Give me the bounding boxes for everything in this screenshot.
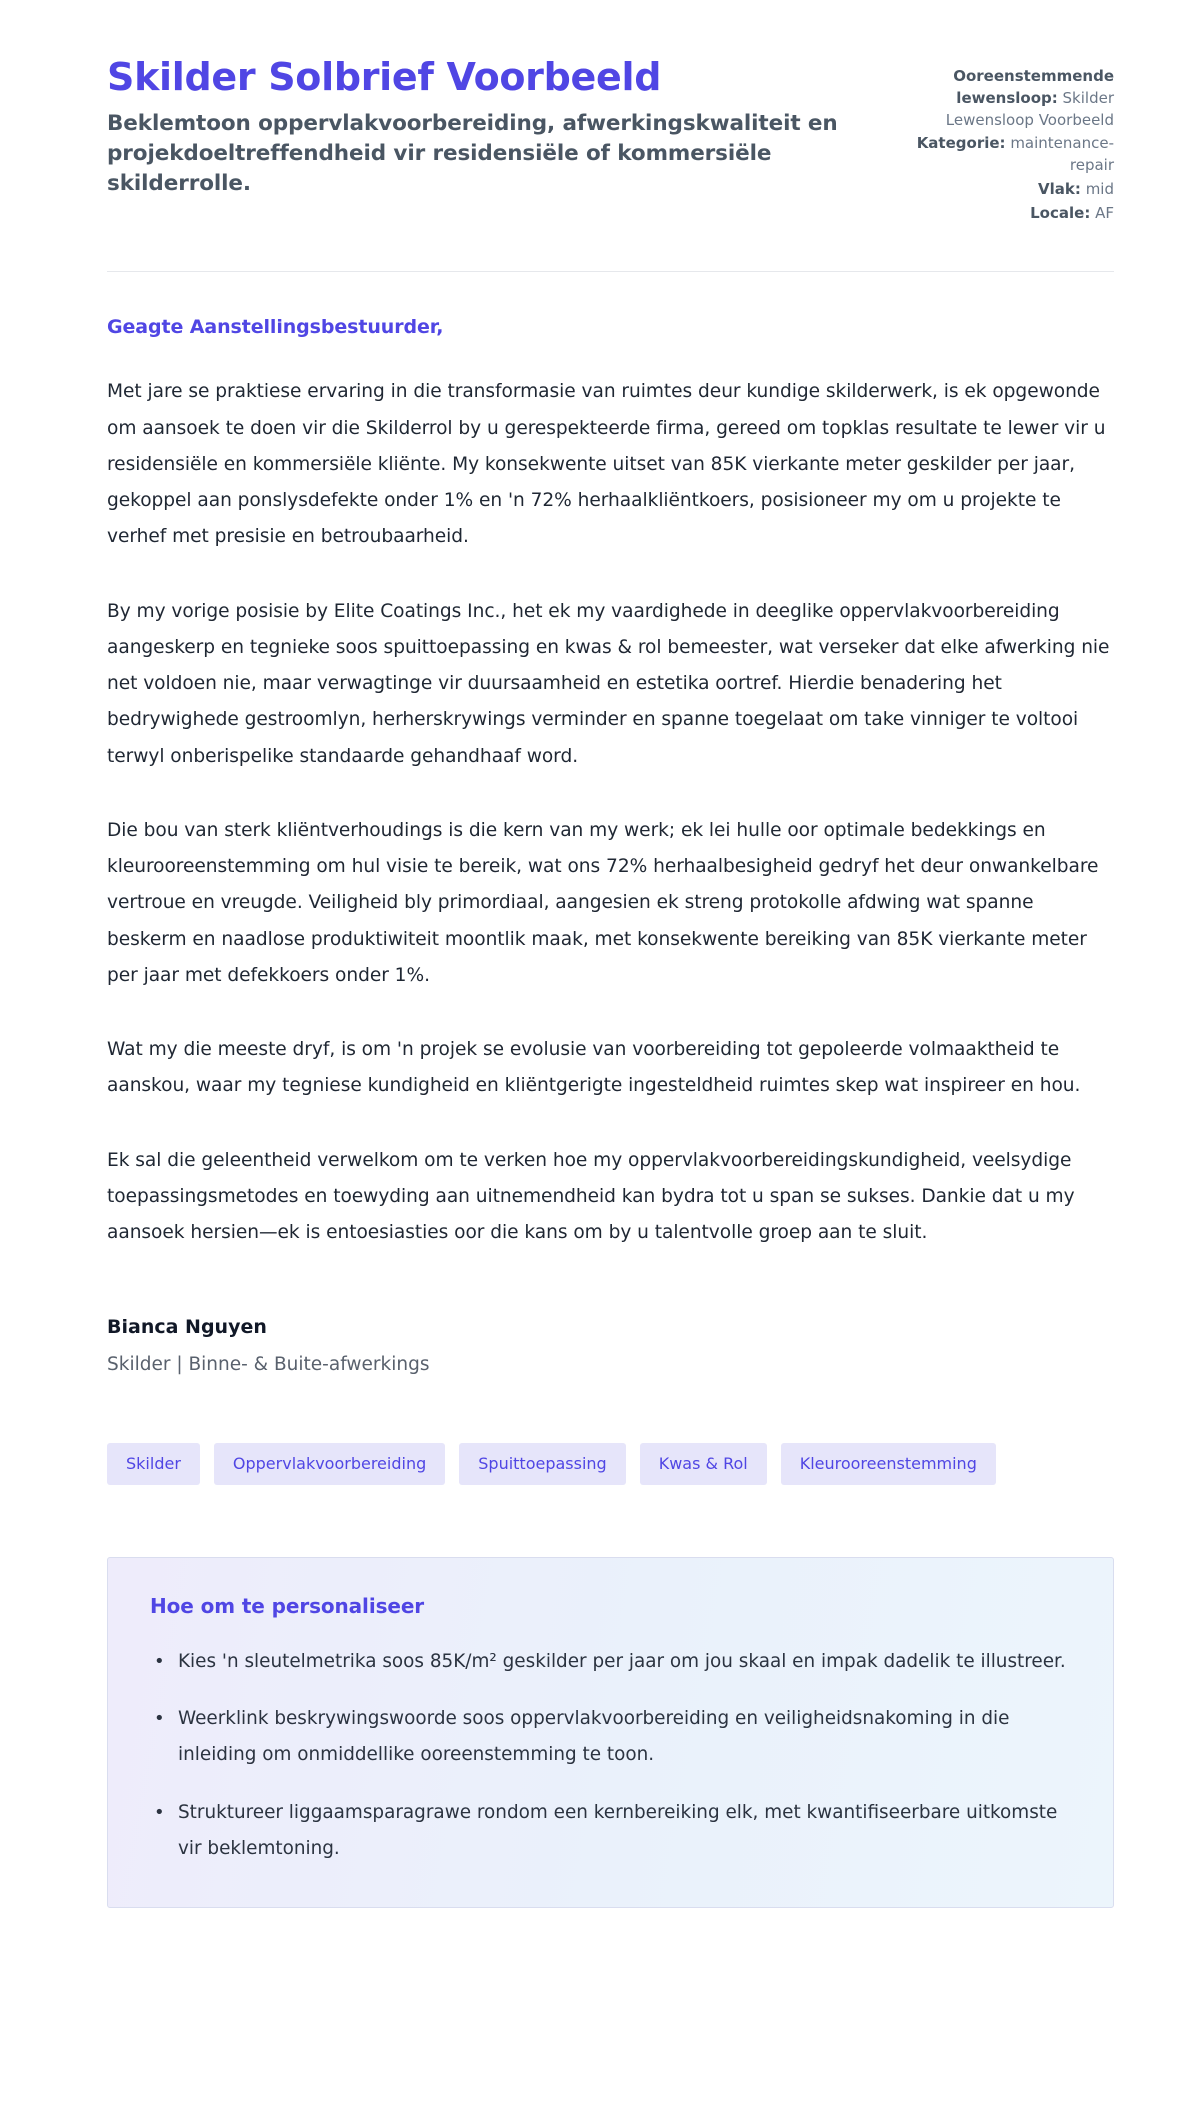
header-title-block xyxy=(107,52,844,199)
metadata-row-level xyxy=(884,179,1114,201)
tips-list xyxy=(150,1644,1071,1867)
letter-paragraph: Die bou van sterk kliëntverhoudings is die kern van my werk; ek lei hulle oor optimale bedekkings en kleurooreenstemming om hul visie te bereik, wat ons 72% herhaalbesigheid gedryf het deur onwankelbare vertroue en vreugde. Veiligheid bly primordiaal, aangesien ek streng protokolle afdwing wat spanne beskerm en naadlose produktiwiteit moontlik maak, met konsekwente bereiking van 85K vierkante meter per jaar met defekkoers onder 1%. xyxy=(107,819,1099,986)
letter-paragraph: Ek sal die geleentheid verwelkom om te verken hoe my oppervlakvoorbereidingskundigheid, veelsydige toepassingsmetodes en toewyding aan uitnemendheid kan bydra tot u span se sukses. Dankie dat u my aansoek hersien—ek is entoesiasties oor die kans om by u talentvolle groep aan te sluit. xyxy=(107,1149,1075,1243)
tips-title: Hoe om te personaliseer xyxy=(150,1593,425,1618)
letter-paragraph: Met jare se praktiese ervaring in die transformasie van ruimtes deur kundige skilderwerk, is ek opgewonde om aansoek te doen vir die Skilderrol by u gerespekteerde firma, gereed om topklas resultate te lewer vir u residensiële en kommersiële kliënte. My konsekwente uitset van 85K vierkante meter geskilder per jaar, gekoppel aan ponslysdefekte onder 1% en 'n 72% herhaalkliëntkoers, posisioneer my om u projekte te verhef met presisie en betroubaarheid. xyxy=(107,381,1106,548)
metadata-label-level: Vlak: xyxy=(1038,179,1081,198)
tag-list xyxy=(107,1443,1114,1485)
tips-list-item: • Kies 'n sleutelmetrika soos 85K/m² geskilder per jaar om jou skaal en impak dadelik te illustreer. xyxy=(174,1644,1071,1680)
signature-block xyxy=(107,1313,1114,1378)
metadata-row-locale xyxy=(884,203,1114,225)
metadata-value-category: maintenance-repair xyxy=(1010,134,1114,174)
cover-letter-body xyxy=(107,272,1114,1251)
tips-list-item: • Weerklink beskrywingswoorde soos oppervlakvoorbereiding en veiligheidsnakoming in die inleiding om onmiddellike ooreenstemming te toon. xyxy=(174,1701,1071,1773)
page-title: Skilder Solbrief Voorbeeld xyxy=(107,55,662,99)
page-subtitle: Beklemtoon oppervlakvoorbereiding, afwerkingskwaliteit en projekdoeltreffendheid vir residensiële of kommersiële skilderrolle. xyxy=(107,110,838,196)
tips-list-item: • Struktureer liggaamsparagrawe rondom een kernbereiking elk, met kwantifiseerbare uitkomste vir beklemtoning. xyxy=(174,1795,1071,1867)
metadata-label-resume: Ooreenstemmende lewensloop: xyxy=(953,67,1114,107)
letter-paragraph: Wat my die meeste dryf, is om 'n projek se evolusie van voorbereiding tot gepoleerde volmaaktheid te aanskou, waar my tegniese kundigheid en kliëntgerigte ingesteldheid ruimtes skep wat inspireer en hou. xyxy=(107,1039,1081,1097)
metadata-row-category xyxy=(884,133,1114,177)
tag-chip[interactable]: Oppervlakvoorbereiding xyxy=(214,1443,445,1485)
metadata-row-resume xyxy=(884,66,1114,131)
metadata-label-locale: Locale: xyxy=(1030,203,1091,222)
document-header xyxy=(107,52,1114,226)
metadata-value-locale: AF xyxy=(1095,203,1114,222)
metadata-panel xyxy=(884,52,1114,226)
metadata-value-resume: Skilder Lewensloop Voorbeeld xyxy=(945,88,1114,129)
tag-chip[interactable]: Kleurooreenstemming xyxy=(781,1443,996,1485)
tag-chip[interactable]: Kwas & Rol xyxy=(640,1443,767,1485)
signature-role: Skilder | Binne- & Buite-afwerkings xyxy=(107,1353,430,1375)
personalization-tips-callout xyxy=(107,1557,1114,1908)
signature-name: Bianca Nguyen xyxy=(107,1316,267,1339)
letter-paragraph: By my vorige posisie by Elite Coatings Inc., het ek my vaardighede in deeglike oppervlakvoorbereiding aangeskerp en tegnieke soos spuittoepassing en kwas & rol bemeester, wat verseker dat elke afwerking nie net voldoen nie, maar verwagtinge vir duursaamheid en estetika oortref. Hierdie benadering het bedrywighede gestroomlyn, herherskrywings verminder en spanne toegelaat om take vinniger te voltooi terwyl onberispelike standaarde gehandhaaf word. xyxy=(107,600,1110,767)
tag-chip[interactable]: Spuittoepassing xyxy=(459,1443,625,1485)
metadata-value-level: mid xyxy=(1085,179,1114,198)
metadata-label-category: Kategorie: xyxy=(916,134,1006,153)
tag-chip[interactable]: Skilder xyxy=(107,1443,200,1485)
salutation: Geagte Aanstellingsbestuurder, xyxy=(107,316,444,339)
